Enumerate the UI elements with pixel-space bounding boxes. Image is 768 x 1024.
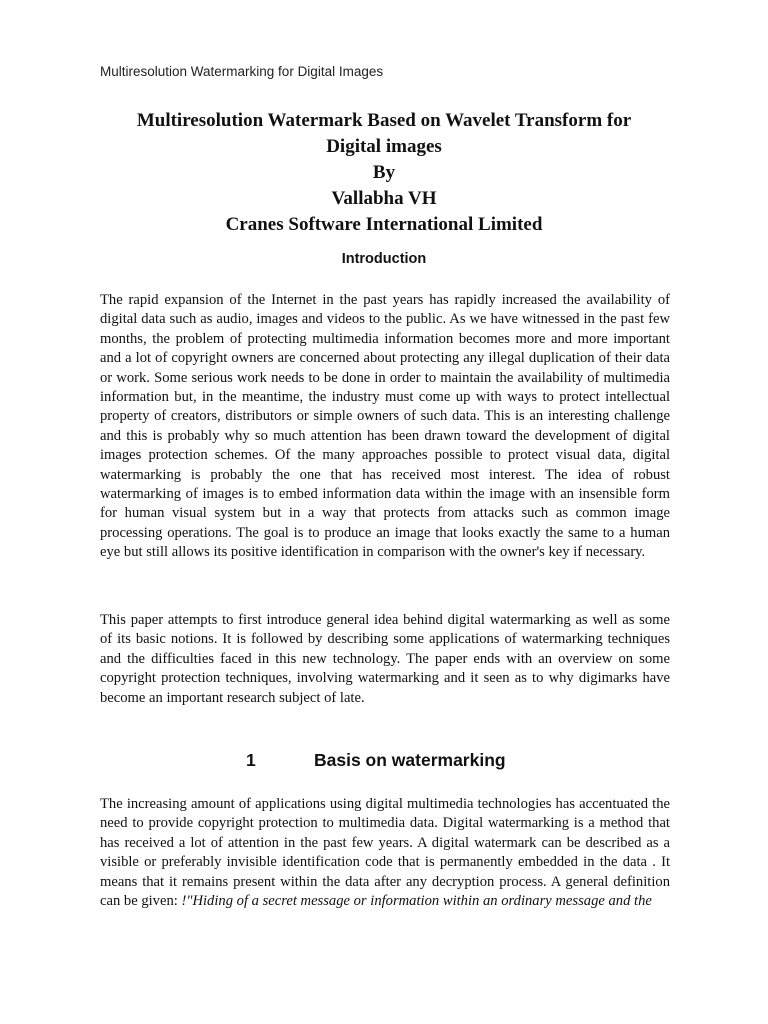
section-number: 1 xyxy=(246,750,256,770)
byline: By xyxy=(372,162,396,183)
author-affiliation: Cranes Software International Limited xyxy=(225,214,543,235)
introduction-heading: Introduction xyxy=(341,251,427,267)
running-header: Multiresolution Watermarking for Digital Images xyxy=(100,64,384,79)
introduction-paragraph-2: This paper attempts to first introduce general idea behind digital watermarking as well as some of its basic notions. It is followed by describing some applications of watermarking techniques and the difficulties faced in this new technology. The paper ends with an overview on some copyright protection techniques, involving watermarking and it seen as to why digimarks have become an important research subject of late. xyxy=(100,612,670,706)
definition-quote: !"Hiding of a secret message or information within an ordinary message and the xyxy=(181,893,652,910)
section-title: Basis on watermarking xyxy=(314,750,506,770)
paper-title-line-2: Digital images xyxy=(326,136,442,157)
paper-title-line-1: Multiresolution Watermark Based on Wavelet Transform for xyxy=(136,110,632,131)
paper-title-block xyxy=(100,108,668,238)
introduction-paragraph-1: The rapid expansion of the Internet in the past years has rapidly increased the availability of digital data such as audio, images and videos to the public. As we have witnessed in the past few months, the problem of protecting multimedia information becomes more and more important and a lot of copyright owners are concerned about protecting any illegal duplication of their data or work. Some serious work needs to be done in order to maintain the availability of multimedia information but, in the meantime, the industry must come up with ways to protect intellectual property of creators, distributors or simple owners of such data. This is an interesting challenge and this is probably why so much attention has been drawn toward the development of digital images protection schemes. Of the many approaches possible to protect visual data, digital watermarking is probably the one that has received most interest. The idea of robust watermarking of images is to embed information data within the image with an insensible form for human visual system but in a way that protects from attacks such as common image processing operations. The goal is to produce an image that looks exactly the same to a human eye but still allows its positive identification in comparison with the owner's key if necessary. xyxy=(100,292,670,561)
section-1-body-text: The increasing amount of applications using digital multimedia technologies has accentuated the need to provide copyright protection to multimedia data. Digital watermarking is a method that has received a lot of attention in the past few years. A digital watermark can be described as a visible or preferably invisible identification code that is permanently embedded in the data . It means that it remains present within the data after any decryption process. A general definition can be given: xyxy=(100,796,670,910)
section-1-paragraph xyxy=(100,795,670,911)
author-name: Vallabha VH xyxy=(331,188,437,209)
